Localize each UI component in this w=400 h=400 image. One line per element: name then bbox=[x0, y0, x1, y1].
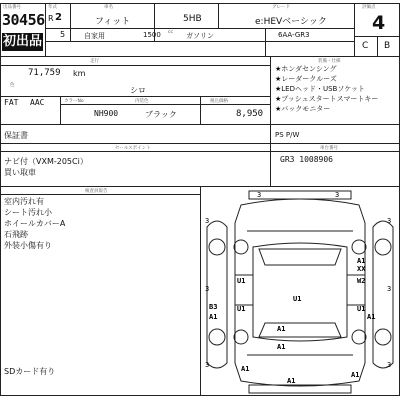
divider bbox=[270, 143, 271, 186]
damage-mark: A1 bbox=[351, 371, 360, 379]
equipment-item: ★LEDヘッド・USBソケット bbox=[275, 85, 365, 93]
label-inspector: 検査員報告 bbox=[85, 189, 108, 194]
damage-mark: U1 bbox=[237, 305, 246, 313]
damage-mark: U1 bbox=[293, 295, 302, 303]
label-year: 年式 bbox=[48, 5, 57, 10]
diagram-side-label: 3 bbox=[205, 285, 210, 293]
first-listing-badge: 初出品 bbox=[2, 34, 42, 49]
diagram-side-label: 3 bbox=[387, 285, 392, 293]
diagram-side-label: 3 bbox=[335, 191, 340, 199]
divider bbox=[0, 65, 270, 66]
model-name: フィット bbox=[95, 17, 131, 27]
divider bbox=[377, 36, 378, 56]
price: 8,950 bbox=[236, 109, 264, 119]
damage-mark: B3 bbox=[209, 303, 218, 311]
interior-grade: C bbox=[362, 41, 369, 51]
divider bbox=[354, 3, 355, 56]
label-car: 車名 bbox=[104, 5, 113, 10]
divider bbox=[46, 41, 355, 42]
grade: e:HEVベーシック bbox=[255, 17, 327, 27]
divider bbox=[0, 143, 400, 144]
divider bbox=[0, 151, 400, 152]
label-grade: グレード bbox=[272, 5, 290, 10]
damage-mark: A1 bbox=[209, 313, 218, 321]
inspector-line: シート汚れ小 bbox=[4, 208, 52, 217]
divider bbox=[0, 124, 400, 125]
damage-mark: U1 bbox=[357, 305, 366, 313]
overall-score: 4 bbox=[372, 12, 386, 34]
divider bbox=[60, 104, 270, 105]
damage-mark: A1 bbox=[357, 257, 366, 265]
fuel-type: ガソリン bbox=[186, 32, 214, 40]
lot-number: 30456 bbox=[2, 11, 45, 29]
divider bbox=[70, 3, 71, 41]
body-color: シロ bbox=[130, 86, 146, 95]
equipment-item: ★プッシュスタートスマートキー bbox=[275, 95, 379, 103]
damage-mark: A1 bbox=[277, 325, 286, 333]
equipment-item: ★レーダークルーズ bbox=[275, 75, 337, 83]
divider bbox=[0, 194, 200, 195]
diagram-side-label: 3 bbox=[387, 217, 392, 225]
label-lot: 出品番号 bbox=[3, 5, 21, 10]
divider bbox=[60, 96, 61, 124]
model-code: 6AA-GR3 bbox=[278, 31, 310, 39]
chassis-number: GR3 1008906 bbox=[280, 155, 333, 164]
divider bbox=[200, 96, 201, 124]
warranty-book: 保証書 bbox=[4, 131, 28, 140]
body-type: 5HB bbox=[183, 14, 202, 24]
transmission-type: FAT bbox=[4, 98, 19, 107]
damage-mark: A1 bbox=[241, 365, 250, 373]
displacement: 1500 bbox=[143, 31, 161, 39]
label-sales-points: セールスポイント bbox=[115, 146, 151, 151]
divider bbox=[270, 56, 271, 143]
damage-mark: A1 bbox=[287, 377, 296, 385]
displacement-unit: cc bbox=[168, 30, 173, 35]
inspector-line: 石飛跡 bbox=[4, 230, 28, 239]
usage: 自家用 bbox=[84, 32, 105, 40]
equipment-item: ★バックモニター bbox=[275, 105, 331, 113]
inspector-notes bbox=[4, 196, 65, 251]
mileage-unit: km bbox=[73, 69, 86, 78]
divider bbox=[0, 96, 270, 97]
inspector-bottom-note: SDカード有り bbox=[4, 367, 56, 376]
diagram-side-label: 3 bbox=[205, 361, 210, 369]
divider bbox=[0, 56, 400, 57]
equipment-list bbox=[275, 64, 378, 114]
options-line: PS P/W bbox=[275, 131, 300, 139]
label-price: 税込価格 bbox=[210, 99, 228, 104]
color-code: NH900 bbox=[94, 109, 119, 118]
label-interior-color: 内装色 bbox=[135, 99, 149, 104]
frame-top bbox=[0, 3, 400, 4]
inspector-line: 室内汚れ有 bbox=[4, 197, 44, 206]
label-score: 評価点 bbox=[362, 5, 376, 10]
damage-mark: A1 bbox=[277, 343, 286, 351]
diagram-side-label: 3 bbox=[257, 191, 262, 199]
inspector-line: ホイールカバーA bbox=[4, 219, 66, 228]
door-count: 5 bbox=[60, 30, 66, 39]
divider bbox=[46, 28, 355, 29]
divider bbox=[45, 3, 46, 56]
divider bbox=[265, 28, 266, 56]
year-era: R bbox=[48, 14, 54, 23]
ac-type: AAC bbox=[30, 98, 45, 107]
label-chassis: 車台番号 bbox=[320, 146, 338, 151]
exterior-grade: B bbox=[384, 41, 391, 51]
label-color-number: カラーNo bbox=[64, 99, 84, 104]
diagram-side-label: 3 bbox=[387, 361, 392, 369]
frame-left bbox=[0, 3, 1, 395]
damage-mark: U1 bbox=[237, 277, 246, 285]
inspector-line: 外装小傷有り bbox=[4, 241, 52, 250]
year-number: 2 bbox=[55, 12, 62, 23]
label-equipment: 装備・仕様 bbox=[318, 59, 341, 64]
car-damage-diagram bbox=[201, 187, 399, 395]
mileage-value: 71,759 bbox=[28, 68, 61, 78]
damage-mark: A1 bbox=[367, 313, 376, 321]
note-line: 買い取車 bbox=[4, 168, 36, 177]
frame-bottom bbox=[0, 395, 400, 396]
diagram-side-label: 3 bbox=[205, 217, 210, 225]
divider bbox=[218, 3, 219, 28]
label-color: 色 bbox=[10, 83, 15, 88]
damage-mark: XX bbox=[357, 265, 366, 273]
interior-color: ブラック bbox=[145, 110, 177, 119]
label-mileage: 走行 bbox=[90, 59, 99, 64]
equipment-item: ★ホンダセンシング bbox=[275, 65, 337, 73]
damage-mark: W2 bbox=[357, 277, 366, 285]
note-line: ナビ付（VXM-205Ci） bbox=[4, 157, 88, 166]
